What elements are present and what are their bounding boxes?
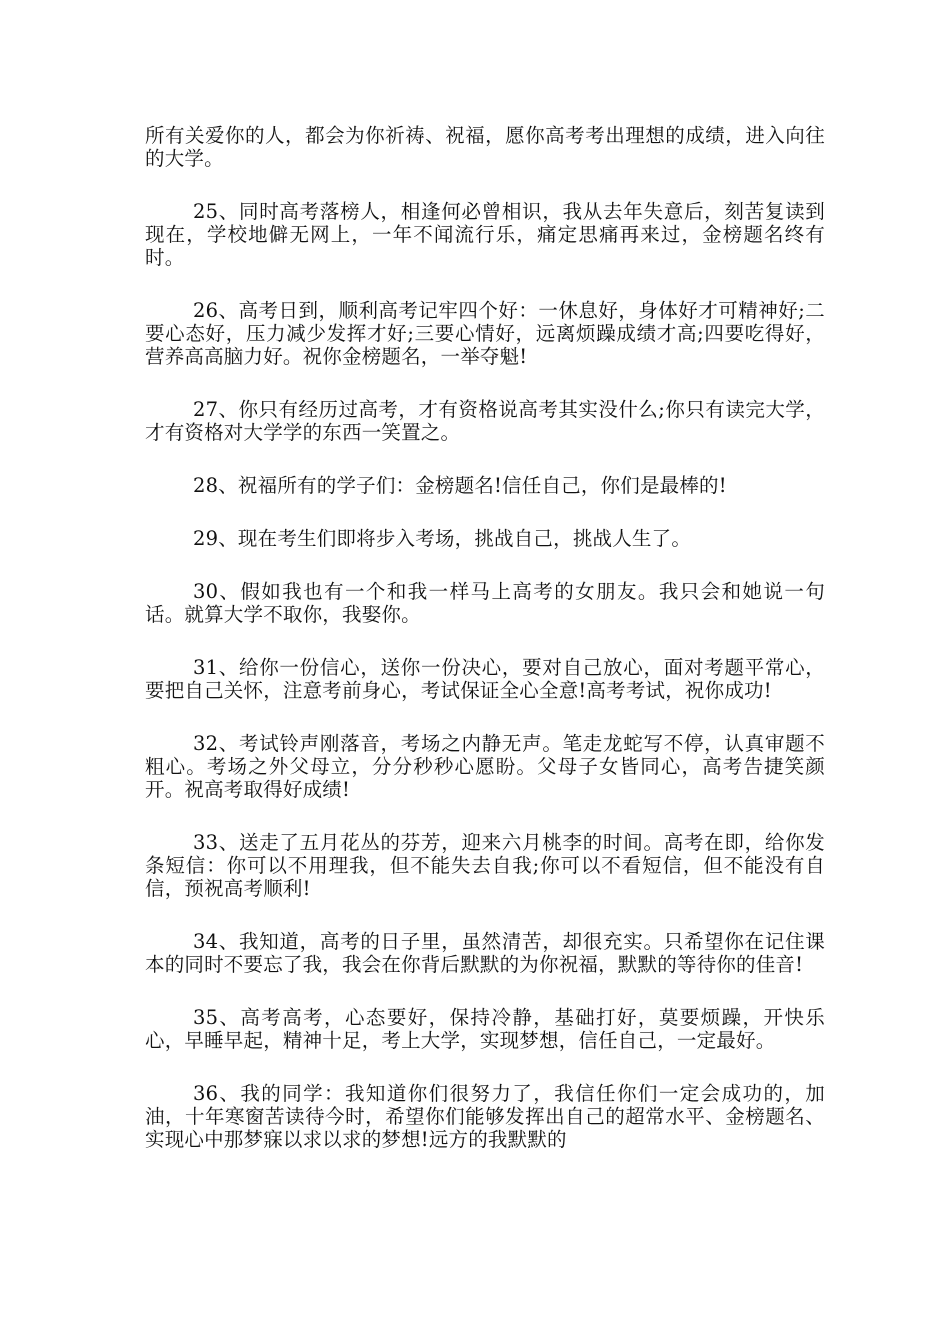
paragraph-27: 27、你只有经历过高考，才有资格说高考其实没什么;你只有读完大学，才有资格对大学学的东西一笑置之。 (145, 398, 825, 444)
paragraph-30: 30、假如我也有一个和我一样马上高考的女朋友。我只会和她说一句话。就算大学不取你，我娶你。 (145, 580, 825, 626)
paragraph-25: 25、同时高考落榜人，相逢何必曾相识，我从去年失意后，刻苦复读到现在，学校地僻无网上，一年不闻流行乐，痛定思痛再来过，金榜题名终有时。 (145, 200, 825, 269)
paragraph-intro: 所有关爱你的人，都会为你祈祷、祝福，愿你高考考出理想的成绩，进入向往的大学。 (145, 124, 825, 170)
paragraph-31: 31、给你一份信心，送你一份决心，要对自己放心，面对考题平常心，要把自己关怀，注意考前身心，考试保证全心全意!高考考试，祝你成功! (145, 656, 825, 702)
paragraph-29: 29、现在考生们即将步入考场，挑战自己，挑战人生了。 (193, 527, 692, 550)
paragraph-32: 32、考试铃声刚落音，考场之内静无声。笔走龙蛇写不停，认真审题不粗心。考场之外父母立，分分秒秒心愿盼。父母子女皆同心，高考告捷笑颜开。祝高考取得好成绩! (145, 732, 825, 801)
document-body (145, 124, 825, 1181)
paragraph-36: 36、我的同学：我知道你们很努力了，我信任你们一定会成功的，加油，十年寒窗苦读待今时，希望你们能够发挥出自己的超常水平、金榜题名、实现心中那梦寐以求以求的梦想!远方的我默默的 (145, 1082, 825, 1151)
paragraph-34: 34、我知道，高考的日子里，虽然清苦，却很充实。只希望你在记住课本的同时不要忘了我，我会在你背后默默的为你祝福，默默的等待你的佳音! (145, 930, 825, 976)
paragraph-33: 33、送走了五月花丛的芬芳，迎来六月桃李的时间。高考在即，给你发条短信：你可以不用理我，但不能失去自我;你可以不看短信，但不能没有自信，预祝高考顺利! (145, 831, 825, 900)
paragraph-28: 28、祝福所有的学子们：金榜题名!信任自己，你们是最棒的! (193, 474, 727, 497)
paragraph-26: 26、高考日到，顺利高考记牢四个好：一休息好，身体好才可精神好;二要心态好，压力减少发挥才好;三要心情好，远离烦躁成绩才高;四要吃得好，营养高高脑力好。祝你金榜题名，一举夺魁! (145, 299, 825, 368)
paragraph-35: 35、高考高考，心态要好，保持冷静，基础打好，莫要烦躁，开快乐心，早睡早起，精神十足，考上大学，实现梦想，信任自己，一定最好。 (145, 1006, 825, 1052)
